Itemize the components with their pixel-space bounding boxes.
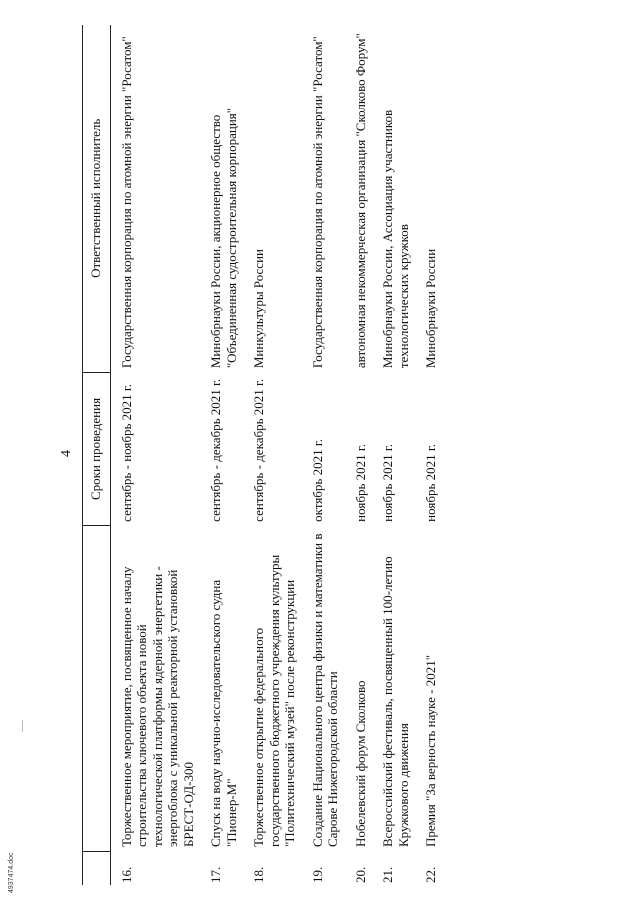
row-event: Нобелевский форум Сколково xyxy=(352,680,368,848)
row-event: Торжественное мероприятие, посвященное началу строительства ключевого объекта новой технологической платформы ядерной энергетики - энергоблока с уникальной реакторной установкой БРЕСТ-ОД-300 xyxy=(118,566,196,848)
table-row xyxy=(110,25,208,885)
row-number: 16. xyxy=(118,866,134,883)
row-responsible: Государственная корпорация по атомной энергии "Росатом" xyxy=(118,36,134,369)
row-dates: ноябрь 2021 г. xyxy=(380,443,395,522)
row-number: 17. xyxy=(208,866,223,883)
row-dates: ноябрь 2021 г. xyxy=(423,443,438,522)
margin-mark xyxy=(22,720,23,732)
row-responsible: Государственная корпорация по атомной энергии "Росатом" xyxy=(309,36,325,369)
row-event: Спуск на воду научно-исследовательского судна "Пионер-М" xyxy=(208,579,239,848)
events-table xyxy=(82,25,451,885)
row-dates: сентябрь - ноябрь 2021 г. xyxy=(118,383,134,522)
row-number: 18. xyxy=(251,866,266,883)
row-event: Создание Национального центра физики и математики в Сарове Нижегородской области xyxy=(309,533,340,848)
document-code: 4937474.doc xyxy=(8,852,15,893)
row-responsible: автономная некоммерческая организация "Сколково Форум" xyxy=(352,33,368,369)
row-dates: сентябрь - декабрь 2021 г. xyxy=(251,378,266,522)
table-row xyxy=(251,25,310,885)
row-number: 21. xyxy=(380,866,395,883)
table-row xyxy=(423,25,451,885)
row-dates: ноябрь 2021 г. xyxy=(352,443,368,522)
table-header-row xyxy=(83,25,111,885)
header-responsible: Ответственный исполнитель xyxy=(83,25,111,372)
table-row xyxy=(353,25,381,885)
row-responsible: Минобрнауки России xyxy=(423,248,438,369)
header-dates: Сроки проведения xyxy=(83,372,111,526)
header-number xyxy=(83,851,111,885)
row-event: Премия "За верность науке - 2021" xyxy=(423,654,438,848)
row-event: Торжественное открытие федерального государственного бюджетного учреждения культуры "Политехнический музей" после реконструкции xyxy=(251,554,297,848)
header-event xyxy=(83,526,111,851)
row-event: Всероссийский фестиваль, посвященный 100-летию Кружкового движения xyxy=(380,556,411,848)
row-responsible: Минкультуры России xyxy=(251,249,266,369)
table-row xyxy=(310,25,353,885)
row-number: 22. xyxy=(423,866,438,883)
table-row xyxy=(208,25,251,885)
row-number: 20. xyxy=(352,866,368,883)
rotated-page-content xyxy=(22,25,622,885)
row-dates: сентябрь - декабрь 2021 г. xyxy=(208,378,223,522)
table-row xyxy=(380,25,423,885)
page-number: 4 xyxy=(59,450,74,457)
row-dates: октябрь 2021 г. xyxy=(309,439,325,522)
row-responsible: Минобрнауки России, Ассоциация участников технологических кружков xyxy=(380,109,411,369)
row-responsible: Минобрнауки России, акционерное общество "Объединенная судостроительная корпорация" xyxy=(208,107,239,369)
row-number: 19. xyxy=(309,866,325,883)
